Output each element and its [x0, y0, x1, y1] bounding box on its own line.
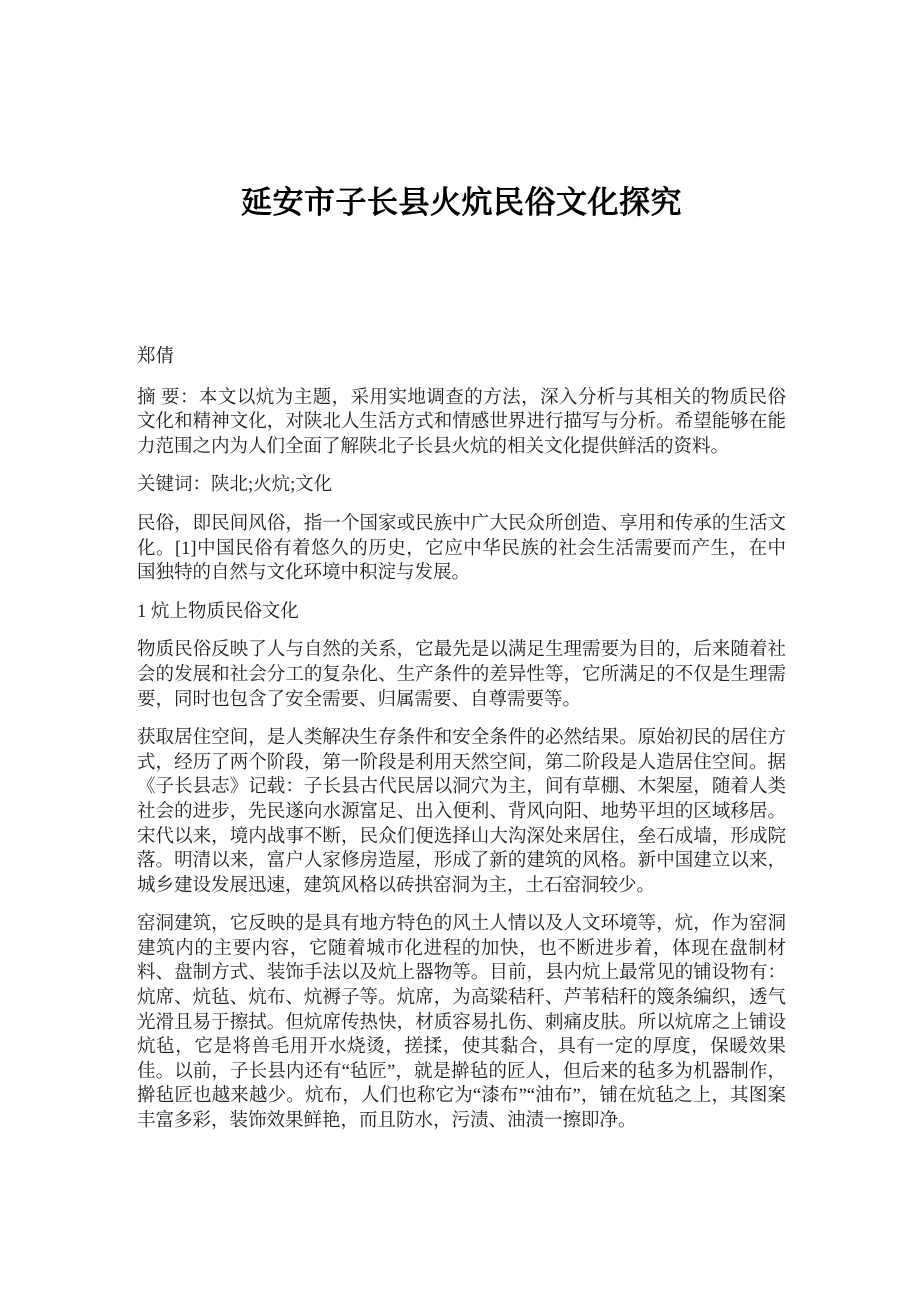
keywords-line: 关键词：陕北;火炕;文化 — [137, 475, 333, 496]
section-1-paragraph-2: 获取居住空间，是人类解决生存条件和安全条件的必然结果。原始初民的居住方式，经历了两个阶段，第一阶段是利用天然空间，第二阶段是人造居住空间。据《子长县志》记载：子长县古代民居以洞穴为主，间有草棚、木架屋，随着人类社会的进步，先民遂向水源富足、出入便利、背风向阳、地势平坦的区域移居。宋代以来，境内战事不断，民众们便选择山大沟深处来居住，垒石成墙，形成院落。明清以来，富户人家修房造屋，形成了新的建筑的风格。新中国建立以来，城乡建设发展迅速，建筑风格以砖拱窑洞为主，土石窑洞较少。 — [137, 728, 786, 896]
page-title: 延安市子长县火炕民俗文化探究 — [241, 185, 682, 220]
section-heading-1: 1 炕上物质民俗文化 — [137, 601, 299, 622]
document-body — [137, 345, 786, 1134]
author-name: 郑倩 — [137, 347, 175, 367]
section-1-paragraph-3: 窑洞建筑，它反映的是具有地方特色的风土人情以及人文环境等，炕，作为窑洞建筑内的主要内容，它随着城市化进程的加快，也不断进步着，体现在盘制材料、盘制方式、装饰手法以及炕上器物等。目前，县内炕上最常见的铺设物有：炕席、炕毡、炕布、炕褥子等。炕席，为高粱秸秆、芦苇秸秆的篾条编织，透气光滑且易于擦拭。但炕席传热快，材质容易扎伤、刺痛皮肤。所以炕席之上铺设炕毡，它是将兽毛用开水烧烫，搓揉，使其黏合，具有一定的厚度，保暖效果佳。以前，子长县内还有“毡匠”，就是擀毡的匠人，但后来的毡多为机器制作，擀毡匠也越来越少。炕布，人们也称它为“漆布”“油布”，铺在炕毡之上，其图案丰富多彩，装饰效果鲜艳，而且防水，污渍、油渍一擦即净。 — [137, 914, 786, 1132]
introduction-paragraph: 民俗，即民间风俗，指一个国家或民族中广大民众所创造、享用和传承的生活文化。[1]中国民俗有着悠久的历史，它应中华民族的社会生活需要而产生，在中国独特的自然与文化环境中积淀与发展。 — [137, 513, 786, 584]
abstract-paragraph: 摘 要：本文以炕为主题，采用实地调查的方法，深入分析与其相关的物质民俗文化和精神文化，对陕北人生活方式和情感世界进行描写与分析。希望能够在能力范围之内为人们全面了解陕北子长县火炕的相关文化提供鲜活的资料。 — [137, 387, 786, 457]
section-1-paragraph-1: 物质民俗反映了人与自然的关系，它最先是以满足生理需要为目的，后来随着社会的发展和社会分工的复杂化、生产条件的差异性等，它所满足的不仅是生理需要，同时也包含了安全需要、归属需要、自尊需要等。 — [137, 640, 786, 710]
